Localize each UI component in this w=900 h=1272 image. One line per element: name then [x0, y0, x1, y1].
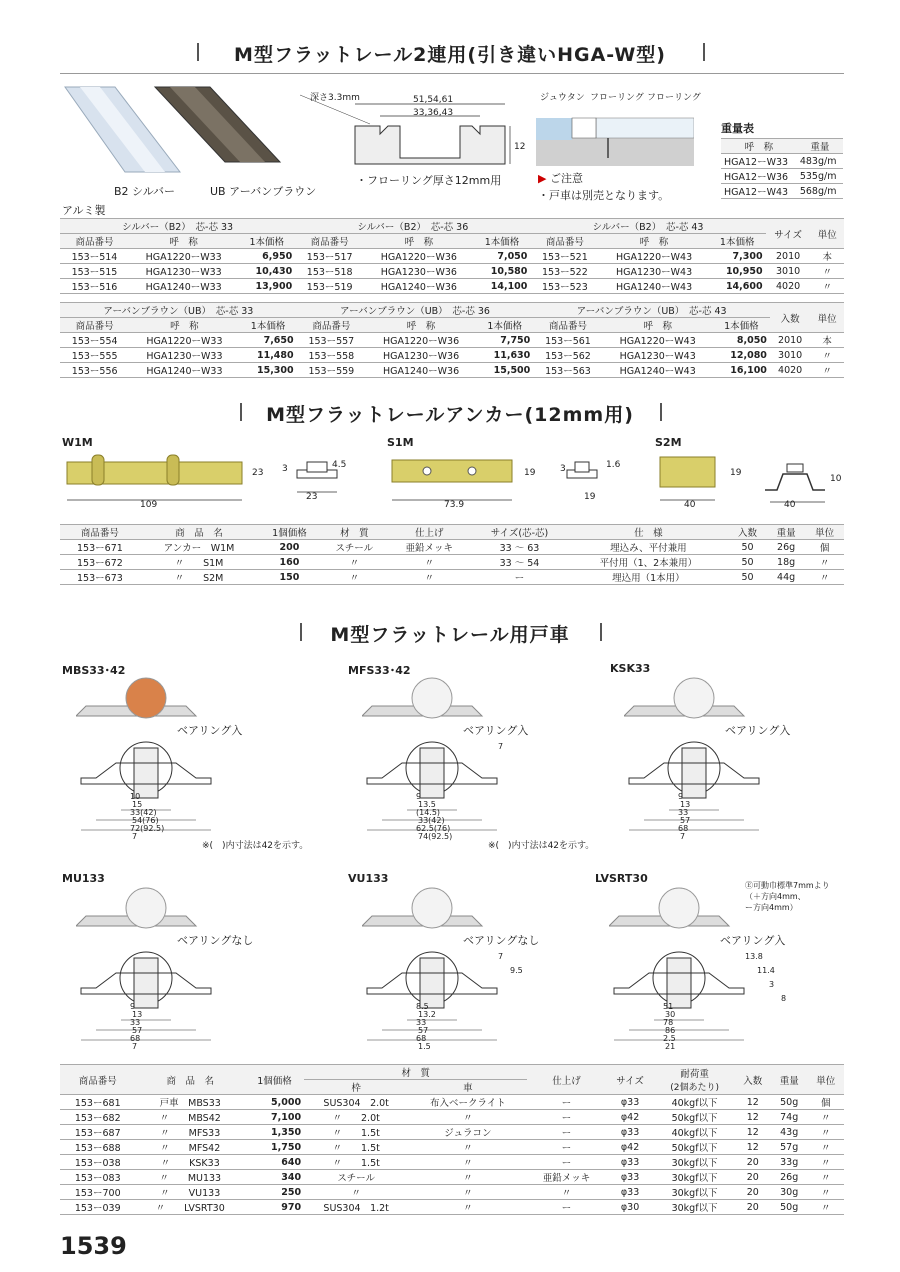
- dim-s1m-a: 3: [560, 464, 566, 474]
- wheel-dim: 13: [132, 1010, 143, 1019]
- wheel-dim: 33: [130, 1018, 141, 1027]
- caution-title: ▶ ご注意: [538, 172, 583, 185]
- wheel-name: VU133: [348, 872, 389, 885]
- weight-table: 呼 称 重量 HGA12ーW33 483g/m HGA12ーW36 535g/m HGA12ーW43 568g/m: [721, 138, 843, 199]
- label-b2: B2 シルバー: [114, 185, 175, 198]
- anchor-s1m-label: S1M: [387, 436, 414, 449]
- wheel-dim: 9.5: [510, 966, 523, 975]
- rail-photo: [60, 82, 290, 182]
- anchor-s2m-label: S2M: [655, 436, 682, 449]
- table-row: 153ー515 HGA1230ーW33 10,430 153ー518 HGA1230ーW36 10,580 153ー522 HGA1230ーW43 10,950 3010 〃: [60, 264, 844, 279]
- wheel-note: ベアリングなし: [463, 934, 540, 947]
- wheel-dim: 68: [130, 1034, 141, 1043]
- wheel-dim: 13: [680, 800, 691, 809]
- wheel-name: LVSRT30: [595, 872, 648, 885]
- page-number: 1539: [60, 1232, 127, 1260]
- wheel-dim: 74(92.5): [418, 832, 453, 841]
- table-row: 153ー672 〃 S1M 160 〃 〃 33 ～ 54 平付用（1、2本兼用） 50 18g 〃: [60, 555, 844, 570]
- wheel-dim: 9: [678, 792, 684, 801]
- wheel-dim: 8: [781, 994, 787, 1003]
- wheel-dim: 1.5: [418, 1042, 431, 1051]
- wheel-note: ベアリング入: [720, 934, 786, 947]
- dim-height: 12: [514, 142, 526, 152]
- wheel-drawing: [76, 948, 226, 1048]
- wheel-footnote: Ⓔ可動巾標準7mmより: [745, 881, 830, 890]
- wheel-photo: [76, 676, 206, 726]
- dim-w1m-side: 23: [306, 492, 318, 502]
- wheel-dim: 2.5: [663, 1034, 676, 1043]
- dim-s2m-side: 40: [784, 500, 796, 510]
- wheel-name: KSK33: [610, 662, 651, 675]
- wheel-dim: 13.8: [745, 952, 763, 961]
- dim-s1m-side: 19: [584, 492, 596, 502]
- wheel-dim: 7: [498, 952, 504, 961]
- divider: [60, 73, 844, 74]
- material-label: アルミ製: [62, 204, 106, 217]
- table-row: 153ー038 〃 KSK33 640 〃 1.5t 〃 ー φ33 30kgf以下 20 33g 〃: [60, 1155, 844, 1170]
- wheel-note: ベアリング入: [725, 724, 791, 737]
- dim-w1m-a: 3: [282, 464, 288, 474]
- wheel-dim: 57: [418, 1026, 429, 1035]
- wheel-dim: 13.2: [418, 1010, 436, 1019]
- wheel-item: [348, 662, 598, 852]
- wheel-dim: 9: [416, 792, 422, 801]
- wheel-dim: (14.5): [416, 808, 441, 817]
- table-row: 153ー671 アンカー W1M 200 スチール 亜鉛メッキ 33 ～ 63 埋込み、平付兼用 50 26g 個: [60, 540, 844, 555]
- dim-s2m-h: 19: [730, 468, 742, 478]
- wheel-photo: [362, 886, 492, 936]
- wheel-dim: 68: [678, 824, 689, 833]
- table-row: 153ー555 HGA1230ーW33 11,480 153ー558 HGA1230ーW36 11,630 153ー562 HGA1230ーW43 12,080 3010 〃: [60, 348, 844, 363]
- table-row: 153ー556 HGA1240ーW33 15,300 153ー559 HGA1240ーW36 15,500 153ー563 HGA1240ーW43 16,100 4020 〃: [60, 363, 844, 378]
- wheel-dim: 54(76): [132, 816, 159, 825]
- wheel-dim: 33: [416, 1018, 427, 1027]
- dim-s2m-b: 10: [830, 474, 842, 484]
- dim-depth: 深さ3.3mm: [310, 93, 360, 103]
- table-row: 153ー516 HGA1240ーW33 13,900 153ー519 HGA1240ーW36 14,100 153ー523 HGA1240ーW43 14,600 4020 〃: [60, 279, 844, 294]
- dim-s1m-h: 19: [524, 468, 536, 478]
- wheel-item: [595, 872, 845, 1062]
- table-row: 153ー682 〃 MBS42 7,100 〃 2.0t 〃 ー φ42 50kgf以下 12 74g 〃: [60, 1110, 844, 1125]
- dim-w1m-len: 109: [140, 500, 158, 510]
- wheel-footnote: （＋方向4mm、: [745, 892, 806, 901]
- dim-s2m-len: 40: [684, 500, 696, 510]
- wheel-dim: 72(92.5): [130, 824, 165, 833]
- dim-s1m-b: 1.6: [606, 460, 621, 470]
- caution-text: ・戸車は別売となります。: [538, 189, 670, 202]
- rail-table-brown: アーバンブラウン（UB） 芯-芯 33 アーバンブラウン（UB） 芯-芯 36 アーバンブラウン（UB） 芯-芯 43 入数 単位 商品番号 呼 称 1本価格 商品番号 呼 称 1本価格 商品番号 呼 称 1本価格 153ー554 HGA1220ーW33 7,650 153ー557 HGA1220ーW36 7,750 153ー561 HGA1220ーW43 8,050 2010 本 153ー555 HGA1230ーW33 11,480 153ー558 HGA1230ーW36 11,630 153ー562 HGA1230ーW43 12,080 3010 〃 153ー556 HGA1240ーW33 15,300 153ー559 HGA1240ーW36 15,500 153ー563 HGA1240ーW43 16,100 4020 〃: [60, 302, 844, 378]
- wheel-dim: 57: [132, 1026, 143, 1035]
- dim-inner: 33,36,43: [413, 108, 454, 118]
- table-row: 153ー083 〃 MU133 340 スチール 〃 亜鉛メッキ φ33 30kgf以下 20 26g 〃: [60, 1170, 844, 1185]
- wheel-name: MBS33･42: [62, 664, 126, 677]
- wheel-dim: 33(42): [130, 808, 157, 817]
- wheel-dim: 13.5: [418, 800, 436, 809]
- wheel-footnote: ※( )内寸法は42を示す。: [202, 841, 309, 851]
- table-row: 153ー554 HGA1220ーW33 7,650 153ー557 HGA1220ーW36 7,750 153ー561 HGA1220ーW43 8,050 2010 本: [60, 333, 844, 348]
- table-row: 153ー681 戸車 MBS33 5,000 SUS304 2.0t 布入ベークライト ー φ33 40kgf以下 12 50g 個: [60, 1095, 844, 1110]
- wheel-dim: 68: [416, 1034, 427, 1043]
- wheel-footnote: ※( )内寸法は42を示す。: [488, 841, 595, 851]
- wheel-photo: [76, 886, 206, 936]
- wheel-item: [610, 662, 860, 852]
- floor-install-drawing: [536, 100, 694, 166]
- wheel-dim: 11.4: [757, 966, 775, 975]
- anchor-s1m-drawing: [387, 452, 637, 512]
- anchor-w1m-label: W1M: [62, 436, 93, 449]
- wheel-dim: 78: [663, 1018, 674, 1027]
- wheel-dim: 7: [132, 832, 138, 841]
- wheel-item: [348, 872, 598, 1062]
- dim-s1m-len: 73.9: [444, 500, 465, 510]
- table-row: 153ー687 〃 MFS33 1,350 〃 1.5t ジュラコン ー φ33 40kgf以下 12 43g 〃: [60, 1125, 844, 1140]
- wheel-note: ベアリングなし: [177, 934, 254, 947]
- wheel-dim: 62.5(76): [416, 824, 451, 833]
- wheel-item: [62, 662, 312, 852]
- wheel-dim: 86: [665, 1026, 676, 1035]
- table-row: 153ー673 〃 S2M 150 〃 〃 ー 埋込用（1本用） 50 44g 〃: [60, 570, 844, 585]
- anchor-table: 商品番号 商 品 名 1個価格 材 質 仕上げ サイズ(芯-芯) 仕 様 入数 重量 単位 153ー671 アンカー W1M 200 スチール 亜鉛メッキ 33 ～ 63 埋込み、平付兼用 50 26g 個 153ー672 〃 S1M 160 〃 〃 33 ～ 54 平付用（1、2本兼用） 50 18g 〃 153ー673 〃 S2M 150 〃 〃 ー 埋込用（1本用） 50 44g 〃: [60, 524, 844, 585]
- wheel-dim: 3: [769, 980, 775, 989]
- section-title-anchor: M型フラットレールアンカー(12mm用): [0, 400, 900, 427]
- wheel-photo: [362, 676, 492, 726]
- wheel-dim: 8.5: [416, 1002, 429, 1011]
- floor-label-carpet: ジュウタン: [540, 93, 585, 103]
- wheel-note: ベアリング入: [463, 724, 529, 737]
- dim-w1m-b: 4.5: [332, 460, 347, 470]
- wheel-name: MFS33･42: [348, 664, 411, 677]
- dim-w1m-h: 23: [252, 468, 264, 478]
- wheel-photo: [609, 886, 739, 936]
- table-row: 153ー700 〃 VU133 250 〃 〃 〃 φ33 30kgf以下 20 30g 〃: [60, 1185, 844, 1200]
- wheel-dim: 7: [498, 742, 504, 751]
- section-title-rail: M型フラットレール2連用(引き違いHGA-W型): [0, 40, 900, 67]
- wheel-drawing: [609, 948, 759, 1048]
- wheel-dim: 10: [130, 792, 141, 801]
- rail-table-silver: シルバー（B2） 芯-芯 33 シルバー（B2） 芯-芯 36 シルバー（B2） 芯-芯 43 サイズ 単位 商品番号 呼 称 1本価格 商品番号 呼 称 1本価格 商品番号 呼 称 1本価格 153ー514 HGA1220ーW33 6,950 153ー517 HGA1220ーW36 7,050 153ー521 HGA1220ーW43 7,300 2010 本 153ー515 HGA1230ーW33 10,430 153ー518 HGA1230ーW36 10,580 153ー522 HGA1230ーW43 10,950 3010 〃 153ー516 HGA1240ーW33 13,900 153ー519 HGA1240ーW36 14,100 153ー523 HGA1240ーW43 14,600 4020 〃: [60, 218, 844, 294]
- floor-label-1: フローリング: [590, 93, 644, 103]
- table-row: 153ー039 〃 LVSRT30 970 SUS304 1.2t 〃 ー φ30 30kgf以下 20 50g 〃: [60, 1200, 844, 1215]
- wheel-dim: 33: [678, 808, 689, 817]
- wheel-dim: 7: [132, 1042, 138, 1051]
- wheel-drawing: [362, 948, 512, 1048]
- label-ub: UB アーバンブラウン: [210, 185, 317, 198]
- wheel-dim: 30: [665, 1010, 676, 1019]
- wheel-table: 商品番号 商 品 名 1個価格 材 質 仕上げ サイズ 耐荷重 (2個あたり) 入数 重量 単位 枠 車 153ー681 戸車 MBS33 5,000 SUS304 2.0t 布入ベークライト ー φ33 40kgf以下 12 50g 個 153ー682 〃 MBS42 7,100 〃 2.0t 〃 ー φ42 50kgf以下 12 74g 〃 153ー687 〃 MFS33 1,350 〃 1.5t ジュラコン ー φ33 40kgf以下 12 43g 〃 153ー688 〃 MFS42 1,750 〃 1.5t 〃 ー φ42 50kgf以下 12 57g 〃 153ー038 〃 KSK33 640 〃 1.5t 〃 ー φ33 30kgf以下 20 33g 〃 153ー083 〃 MU133 340 スチール 〃 亜鉛メッキ φ33 30kgf以下 20 26g 〃 153ー700 〃 VU133 250 〃 〃 〃 φ33 30kgf以下 20 30g 〃 153ー039 〃 LVSRT30 970 SUS304 1.2t 〃 ー φ30 30kgf以下 20 50g 〃: [60, 1064, 844, 1215]
- wheel-photo: [624, 676, 754, 726]
- weight-table-title: 重量表: [721, 122, 754, 135]
- wheel-name: MU133: [62, 872, 105, 885]
- section-title-wheel: M型フラットレール用戸車: [0, 620, 900, 647]
- wheel-dim: 21: [665, 1042, 676, 1051]
- wheel-dim: 57: [680, 816, 691, 825]
- wheel-dim: 7: [680, 832, 686, 841]
- flooring-note: ・フローリング厚さ12mm用: [356, 174, 502, 187]
- wheel-footnote: ー方向4mm）: [745, 903, 798, 912]
- table-row: 153ー514 HGA1220ーW33 6,950 153ー517 HGA1220ーW36 7,050 153ー521 HGA1220ーW43 7,300 2010 本: [60, 249, 844, 264]
- table-row: 153ー688 〃 MFS42 1,750 〃 1.5t 〃 ー φ42 50kgf以下 12 57g 〃: [60, 1140, 844, 1155]
- wheel-dim: 15: [132, 800, 143, 809]
- wheel-dim: 9: [130, 1002, 136, 1011]
- wheel-item: [62, 872, 312, 1062]
- wheel-note: ベアリング入: [177, 724, 243, 737]
- wheel-drawing: [624, 738, 774, 838]
- dim-outer: 51,54,61: [413, 95, 454, 105]
- wheel-dim: 33(42): [418, 816, 445, 825]
- floor-label-2: フローリング: [647, 93, 701, 103]
- wheel-dim: 51: [663, 1002, 674, 1011]
